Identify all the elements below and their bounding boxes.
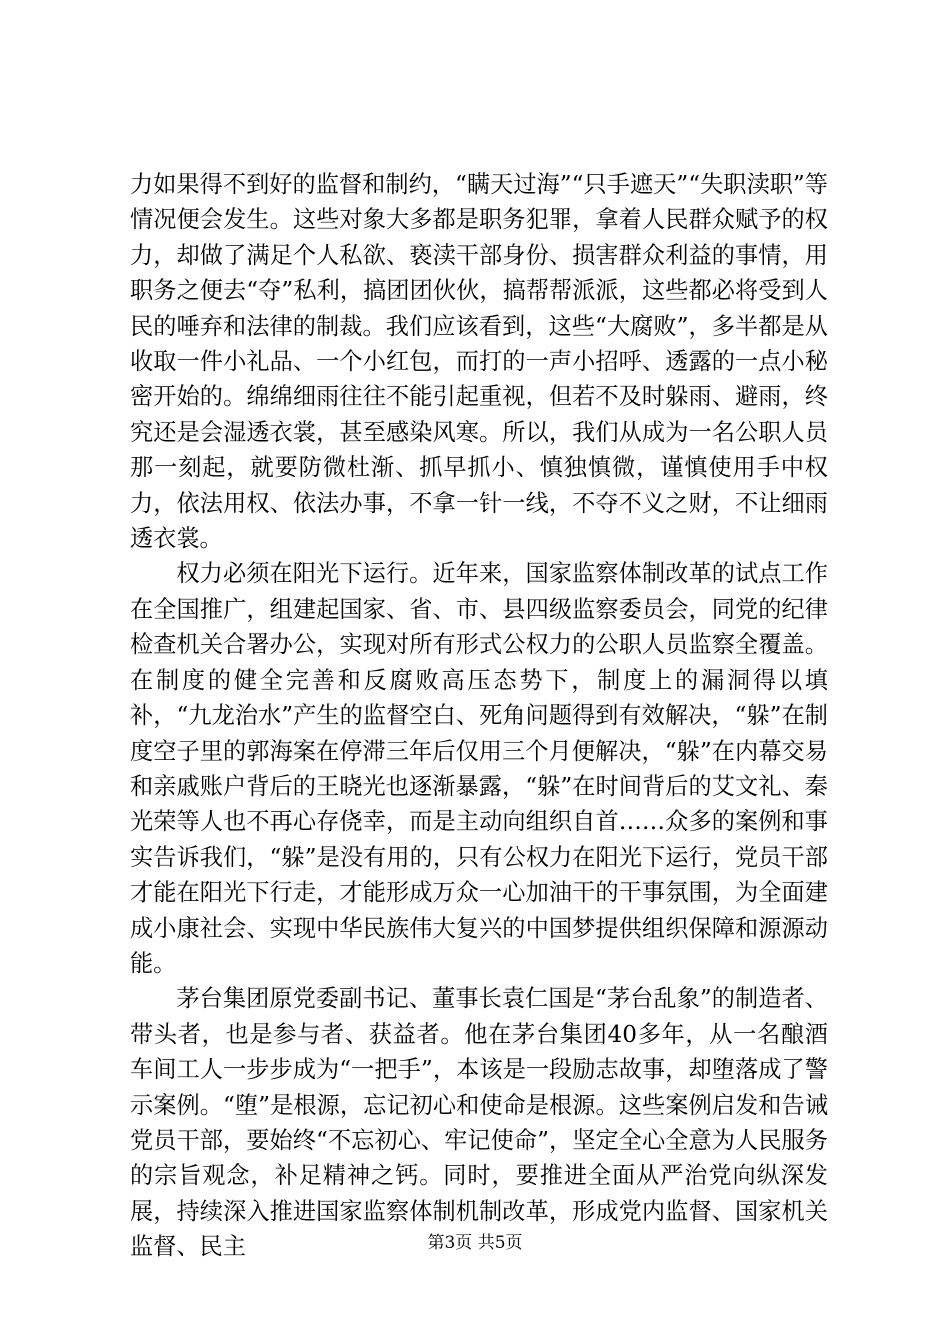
body-text: [130, 167, 828, 1265]
paragraph-1: 力如果得不到好的监督和制约，“瞒天过海”“只手遮天”“失职渎职”等情况便会发生。这些对象大多都是职务犯罪，拿着人民群众赋予的权力，却做了满足个人私欲、亵渎干部身份、损害群众利益的事情，用职务之便去“夺”私利，搞团团伙伙，搞帮帮派派，这些都必将受到人民的唾弃和法律的制裁。我们应该看到，这些“大腐败”，多半都是从收取一件小礼品、一个小红包，而打的一声小招呼、透露的一点小秘密开始的。绵绵细雨往往不能引起重视，但若不及时躲雨、避雨，终究还是会湿透衣裳，甚至感染风寒。所以，我们从成为一名公职人员那一刻起，就要防微杜渐、抓早抓小、慎独慎微，谨慎使用手中权力，依法用权、依法办事，不拿一针一线，不夺不义之财，不让细雨透衣裳。: [130, 171, 828, 553]
paragraph-2: 权力必须在阳光下运行。近年来，国家监察体制改革的试点工作在全国推广，组建起国家、省、市、县四级监察委员会，同党的纪律检查机关合署办公，实现对所有形式公权力的公职人员监察全覆盖。在制度的健全完善和反腐败高压态势下，制度上的漏洞得以填补，“九龙治水”产生的监督空白、死角问题得到有效解决，“躲”在制度空子里的郭海案在停滞三年后仅用三个月便解决，“躲”在内幕交易和亲戚账户背后的王晓光也逐渐暴露，“躲”在时间背后的艾文礼、秦光荣等人也不再心存侥幸，而是主动向组织自首……众多的案例和事实告诉我们，“躲”是没有用的，只有公权力在阳光下运行，党员干部才能在阳光下行走，才能形成万众一心加油干的干事氛围，为全面建成小康社会、实现中华民族伟大复兴的中国梦提供组织保障和源源动能。: [130, 560, 828, 977]
paragraph-3: 茅台集团原党委副书记、董事长袁仁国是“茅台乱象”的制造者、带头者，也是参与者、获益者。他在茅台集团40多年，从一名酿酒车间工人一步步成为“一把手”，本该是一段励志故事，却堕落成了警示案例。“堕”是根源，忘记初心和使命是根源。这些案例启发和告诫党员干部，要始终“不忘初心、牢记使命”，坚定全心全意为人民服务的宗旨观念，补足精神之钙。同时，要推进全面从严治党向纵深发展，持续深入推进国家监察体制机制改革，形成党内监督、国家机关监督、民主: [130, 985, 828, 1261]
page-footer: 第3页 共5页: [427, 1233, 523, 1253]
